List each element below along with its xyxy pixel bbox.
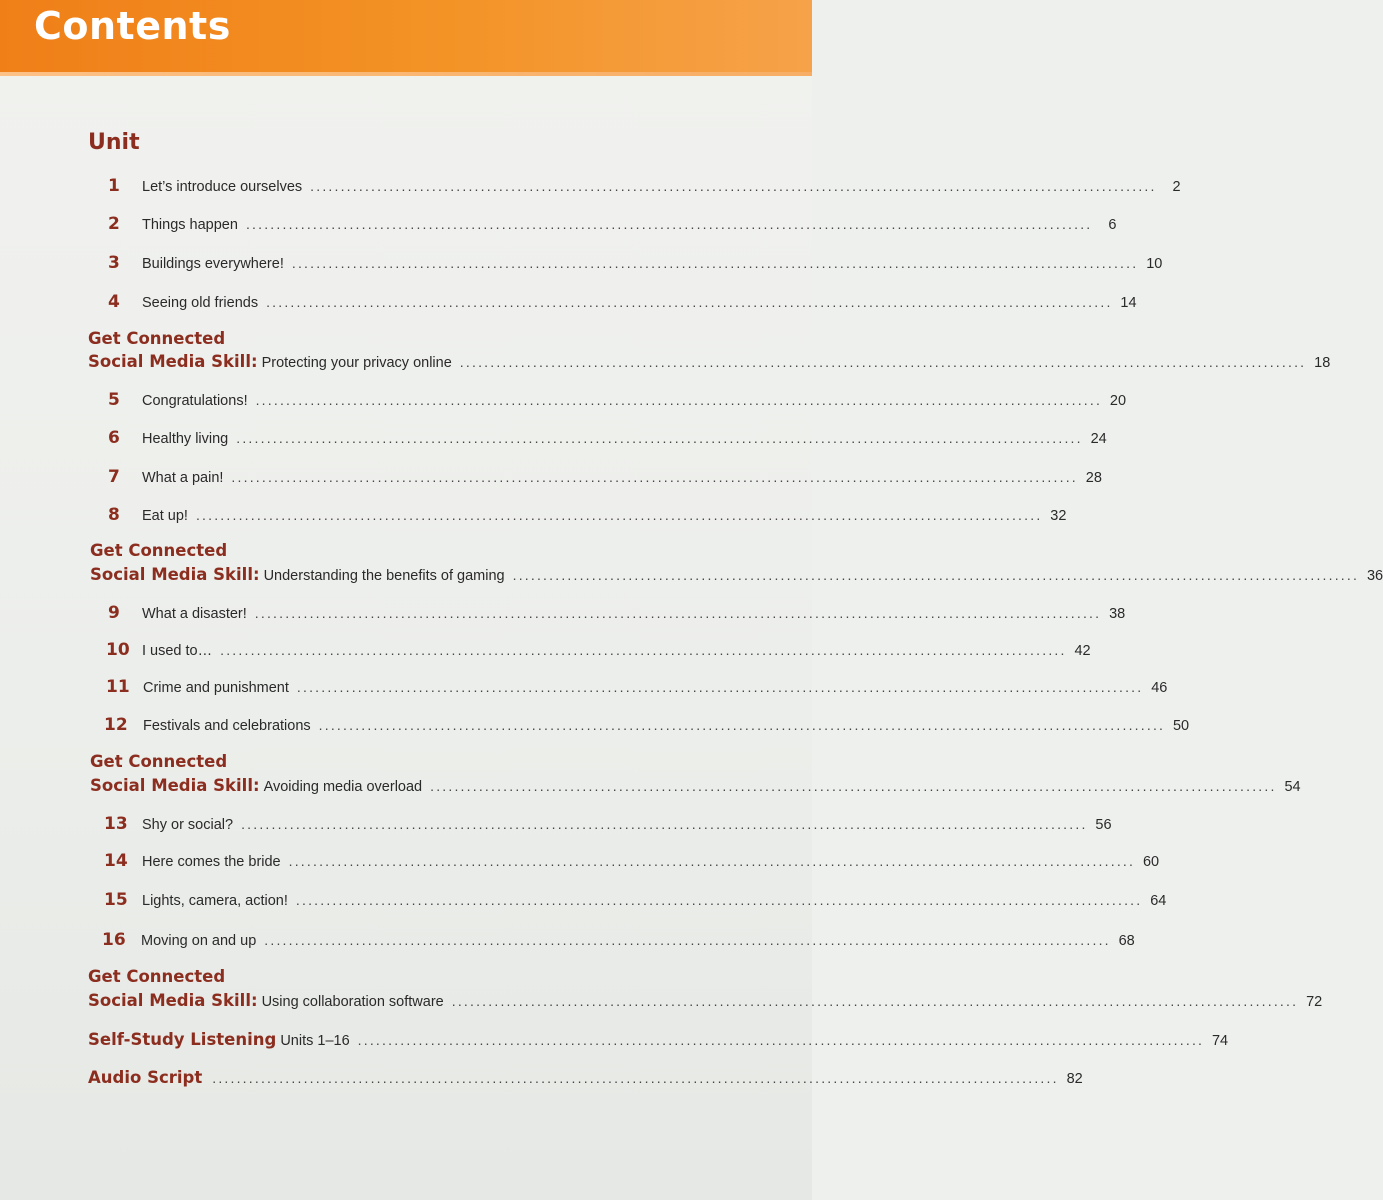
dot-leader: ........................................................................................................................................... xyxy=(264,932,1111,948)
dot-leader: ........................................................................................................................................... xyxy=(231,469,1078,485)
unit-title: Buildings everywhere! xyxy=(142,256,284,272)
dot-leader: ........................................................................................................................................... xyxy=(241,816,1088,832)
page-number: 20 xyxy=(1109,393,1127,409)
toc-entry-unit-12[interactable] xyxy=(104,715,1190,739)
unit-number: 9 xyxy=(108,603,120,623)
unit-title: What a pain! xyxy=(142,470,224,486)
unit-number: 4 xyxy=(108,292,120,312)
page-title: Contents xyxy=(34,4,231,48)
unit-number: 10 xyxy=(106,640,130,660)
unit-title: Moving on and up xyxy=(141,933,257,949)
section-title: Using collaboration software xyxy=(261,994,444,1010)
page-number: 72 xyxy=(1306,994,1323,1010)
page-number: 24 xyxy=(1090,431,1107,447)
unit-title: Congratulations! xyxy=(142,393,248,409)
toc-entry-unit-2[interactable] xyxy=(108,214,1117,238)
dot-leader: ........................................................................................................................................... xyxy=(310,178,1157,194)
unit-number: 11 xyxy=(106,677,130,697)
unit-number: 12 xyxy=(104,715,128,735)
unit-number: 16 xyxy=(102,930,126,950)
page-number: 56 xyxy=(1095,817,1112,833)
section-title: Units 1–16 xyxy=(280,1033,350,1049)
page-number: 50 xyxy=(1172,718,1190,734)
get-connected-heading: Get Connected xyxy=(88,967,226,986)
dot-leader: ........................................................................................................................................... xyxy=(236,430,1083,446)
section-prefix: Self-Study Listening xyxy=(88,1030,277,1049)
get-connected-heading: Get Connected xyxy=(88,329,226,348)
unit-title: Festivals and celebrations xyxy=(143,718,311,734)
unit-number: 6 xyxy=(108,428,120,448)
dot-leader: ........................................................................................................................................... xyxy=(430,778,1277,794)
page-number: 28 xyxy=(1085,470,1102,486)
unit-number: 3 xyxy=(108,253,120,273)
dot-leader: ........................................................................................................................................... xyxy=(255,392,1103,408)
dot-leader: ........................................................................................................................................... xyxy=(451,993,1299,1009)
dot-leader: ........................................................................................................................................... xyxy=(254,605,1102,621)
toc-entry-unit-5[interactable] xyxy=(108,390,1127,414)
unit-number: 13 xyxy=(104,814,128,834)
unit-title: Eat up! xyxy=(142,508,188,524)
section-title: Understanding the benefits of gaming xyxy=(263,568,505,584)
toc-entry-unit-8[interactable] xyxy=(108,505,1067,529)
section-prefix: Social Media Skill: xyxy=(90,565,260,584)
unit-title: Let’s introduce ourselves xyxy=(142,179,303,195)
page-number: 32 xyxy=(1050,508,1067,524)
unit-title: I used to… xyxy=(142,643,213,659)
dot-leader: ........................................................................................................................................... xyxy=(296,679,1144,695)
unit-title: Seeing old friends xyxy=(142,295,259,311)
unit-number: 2 xyxy=(108,214,120,234)
section-prefix: Audio Script xyxy=(88,1068,203,1087)
section-title: Protecting your privacy online xyxy=(261,355,452,371)
header-band xyxy=(0,0,812,76)
page-number: 38 xyxy=(1109,606,1126,622)
toc-entry-unit-16[interactable] xyxy=(102,930,1135,954)
unit-title: What a disaster! xyxy=(142,606,247,622)
toc-entry-get-connected-2[interactable] xyxy=(90,565,1383,589)
dot-leader: ........................................................................................................................................... xyxy=(318,717,1166,733)
page-number: 2 xyxy=(1172,179,1181,195)
section-prefix: Social Media Skill: xyxy=(88,991,258,1010)
dot-leader: ........................................................................................................................................... xyxy=(357,1032,1205,1048)
unit-title: Crime and punishment xyxy=(143,680,289,696)
get-connected-heading: Get Connected xyxy=(90,541,228,560)
toc-entry-unit-11[interactable] xyxy=(106,677,1168,701)
unit-title: Lights, camera, action! xyxy=(142,893,288,909)
dot-leader: ........................................................................................................................................... xyxy=(295,892,1143,908)
toc-entry-unit-9[interactable] xyxy=(108,603,1126,627)
dot-leader: ........................................................................................................................................... xyxy=(459,354,1307,370)
dot-leader: ........................................................................................................................................... xyxy=(291,255,1139,271)
unit-number: 5 xyxy=(108,390,120,410)
toc-entry-unit-10[interactable] xyxy=(106,640,1091,664)
page-number: 10 xyxy=(1146,256,1163,272)
page-number: 60 xyxy=(1142,854,1160,870)
unit-number: 1 xyxy=(108,176,120,196)
toc-entry-get-connected-4[interactable] xyxy=(88,991,1323,1015)
dot-leader: ........................................................................................................................................... xyxy=(195,507,1043,523)
dot-leader: ........................................................................................................................................... xyxy=(245,216,1093,232)
page-number: 18 xyxy=(1314,355,1331,371)
toc-entry-unit-3[interactable] xyxy=(108,253,1163,277)
section-prefix: Social Media Skill: xyxy=(90,776,260,795)
get-connected-heading: Get Connected xyxy=(90,752,228,771)
dot-leader: ........................................................................................................................................... xyxy=(220,642,1067,658)
page-number: 6 xyxy=(1108,217,1117,233)
unit-title: Healthy living xyxy=(142,431,229,447)
dot-leader: ........................................................................................................................................... xyxy=(288,853,1136,869)
section-title: Avoiding media overload xyxy=(263,779,423,795)
unit-number: 14 xyxy=(104,851,128,871)
page-number: 42 xyxy=(1074,643,1091,659)
dot-leader: ........................................................................................................................................... xyxy=(266,294,1113,310)
toc-entry-self-study-listening[interactable] xyxy=(88,1030,1229,1054)
unit-title: Things happen xyxy=(142,217,238,233)
unit-title: Here comes the bride xyxy=(142,854,281,870)
page-number: 36 xyxy=(1366,568,1383,584)
unit-title: Shy or social? xyxy=(142,817,234,833)
toc-entry-unit-6[interactable] xyxy=(108,428,1107,452)
toc-entry-unit-7[interactable] xyxy=(108,467,1102,491)
toc-entry-get-connected-1[interactable] xyxy=(88,352,1331,376)
toc-entry-unit-15[interactable] xyxy=(104,890,1167,914)
toc-entry-unit-13[interactable] xyxy=(104,814,1112,838)
page-number: 74 xyxy=(1211,1033,1229,1049)
toc-entry-get-connected-3[interactable] xyxy=(90,776,1301,800)
page-number: 64 xyxy=(1150,893,1167,909)
unit-heading: Unit xyxy=(88,130,140,155)
toc-entry-unit-14[interactable] xyxy=(104,851,1160,875)
toc-entry-audio-script[interactable] xyxy=(88,1068,1083,1092)
page-number: 14 xyxy=(1120,295,1137,311)
unit-number: 8 xyxy=(108,505,120,525)
section-prefix: Social Media Skill: xyxy=(88,352,258,371)
toc-entry-unit-1[interactable] xyxy=(108,176,1181,200)
unit-number: 7 xyxy=(108,467,120,487)
page-number: 46 xyxy=(1151,680,1168,696)
unit-number: 15 xyxy=(104,890,128,910)
page-number: 54 xyxy=(1284,779,1301,795)
dot-leader: ........................................................................................................................................... xyxy=(512,567,1360,583)
page-number: 68 xyxy=(1118,933,1135,949)
page-number: 82 xyxy=(1066,1071,1083,1087)
dot-leader: ........................................................................................................................................... xyxy=(212,1070,1059,1086)
toc-entry-unit-4[interactable] xyxy=(108,292,1137,316)
